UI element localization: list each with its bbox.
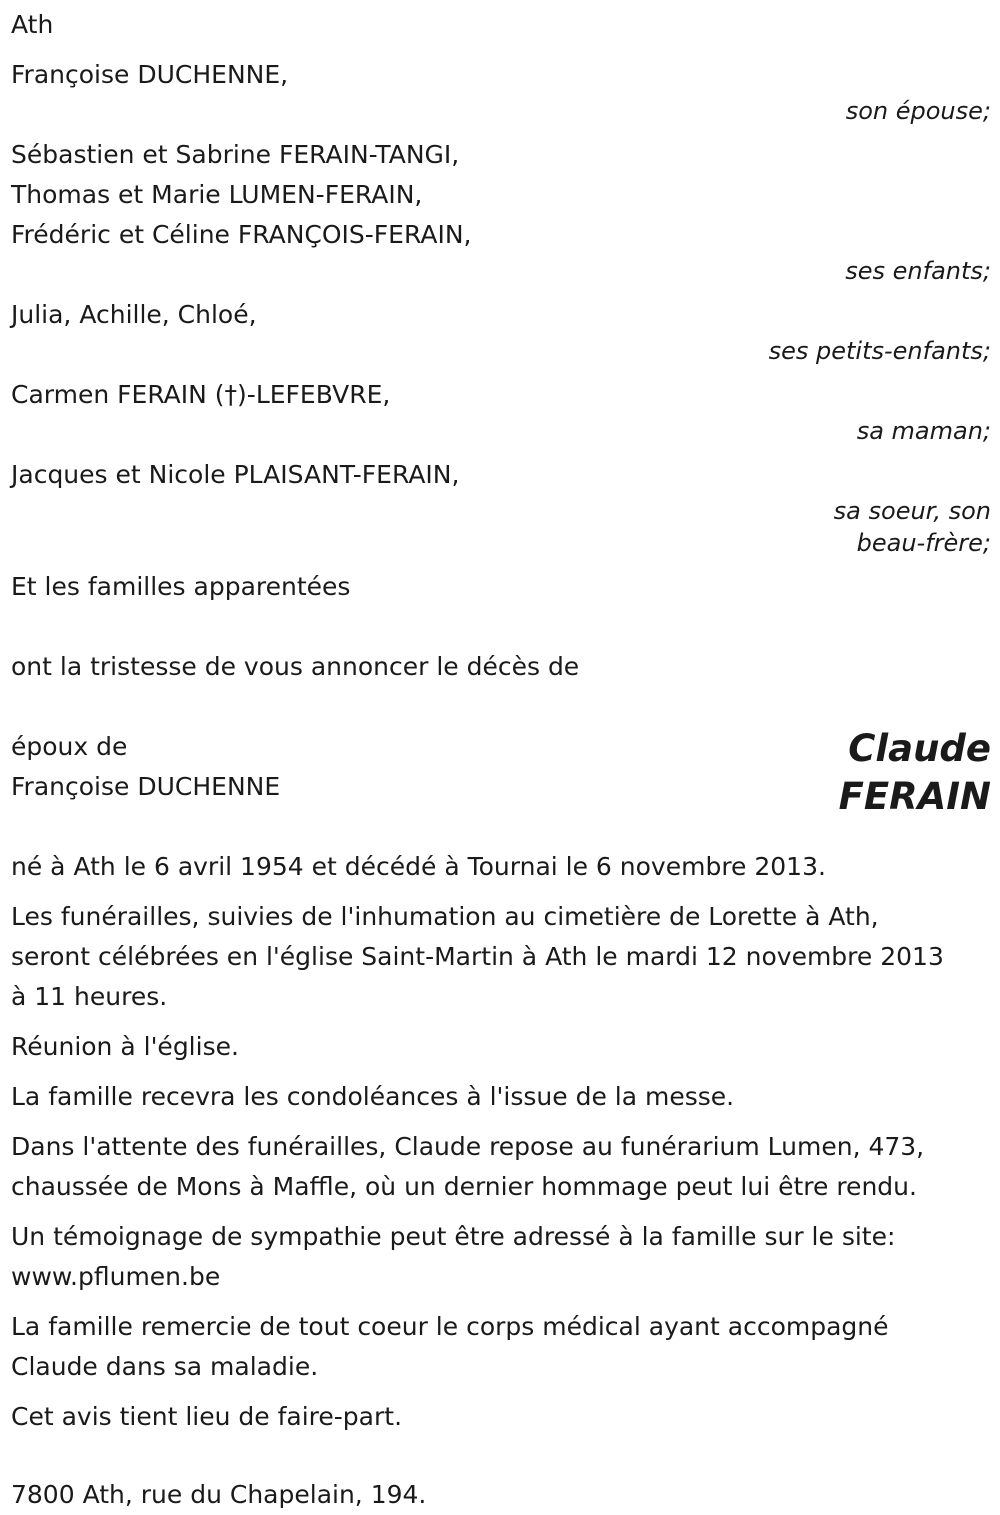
family-member-name: Carmen FERAIN (†)-LEFEBVRE, [11, 380, 391, 409]
paragraph-line: chaussée de Mons à Maffle, où un dernier hommage peut lui être rendu. [11, 1172, 917, 1201]
paragraph-line: Un témoignage de sympathie peut être adressé à la famille sur le site: [11, 1222, 896, 1251]
family-relation: sa maman; [856, 417, 991, 445]
paragraph-line: Cet avis tient lieu de faire-part. [11, 1402, 403, 1431]
family-entry [11, 55, 991, 127]
family-member-name: Sébastien et Sabrine FERAIN-TANGI, [11, 140, 460, 169]
paragraph-line: seront célébrées en l'église Saint-Martin à Ath le mardi 12 novembre 2013 [11, 942, 944, 971]
family-entry [11, 295, 991, 367]
notice-paragraph [11, 1027, 991, 1067]
spouse-line: époux de [11, 732, 128, 761]
family-entry [11, 375, 991, 447]
notice-paragraph [11, 1127, 991, 1207]
deceased-first-name: Claude [848, 727, 991, 770]
family-list [11, 55, 991, 559]
family-member-name: Julia, Achille, Chloé, [11, 300, 257, 329]
paragraph-line: Claude dans sa maladie. [11, 1352, 319, 1381]
spouse-line: Françoise DUCHENNE [11, 772, 281, 801]
family-relation: sa soeur, son [833, 497, 991, 525]
family-relation: ses enfants; [845, 257, 991, 285]
spouse-info [11, 727, 280, 807]
notice-paragraph [11, 1397, 991, 1437]
family-member-name: Thomas et Marie LUMEN-FERAIN, [11, 180, 423, 209]
family-entry [11, 455, 991, 559]
paragraph-line: Les funérailles, suivies de l'inhumation au cimetière de Lorette à Ath, [11, 902, 879, 931]
deceased-block [11, 727, 991, 847]
family-relation: son épouse; [845, 97, 991, 125]
family-member-name: Jacques et Nicole PLAISANT-FERAIN, [11, 460, 460, 489]
paragraph-line: à 11 heures. [11, 982, 168, 1011]
paragraph-line: Dans l'attente des funérailles, Claude repose au funérarium Lumen, 473, [11, 1132, 925, 1161]
notice-paragraph [11, 847, 991, 887]
place-heading: Ath [11, 10, 54, 39]
family-relation: beau-frère; [856, 529, 991, 557]
paragraph-line: La famille recevra les condoléances à l'issue de la messe. [11, 1082, 735, 1111]
paragraph-line: né à Ath le 6 avril 1954 et décédé à Tournai le 6 novembre 2013. [11, 852, 826, 881]
paragraph-line: www.pflumen.be [11, 1262, 221, 1291]
family-member-name: Françoise DUCHENNE, [11, 60, 289, 89]
address-line: 7800 Ath, rue du Chapelain, 194. [11, 1480, 427, 1509]
deceased-last-name: FERAIN [838, 775, 991, 818]
family-member-name: Frédéric et Céline FRANÇOIS-FERAIN, [11, 220, 472, 249]
notice-paragraph [11, 1217, 991, 1297]
notice-paragraph [11, 1077, 991, 1117]
deceased-name [839, 725, 991, 821]
family-entry [11, 135, 991, 287]
paragraph-line: Réunion à l'église. [11, 1032, 239, 1061]
paragraph-list [11, 847, 991, 1437]
families-line: Et les familles apparentées [11, 572, 351, 601]
paragraph-line: La famille remercie de tout coeur le corps médical ayant accompagné [11, 1312, 889, 1341]
family-relation: ses petits-enfants; [768, 337, 991, 365]
announcement-line: ont la tristesse de vous annoncer le décès de [11, 652, 580, 681]
notice-paragraph [11, 897, 991, 1017]
notice-paragraph [11, 1307, 991, 1387]
obituary-notice [11, 5, 991, 1515]
